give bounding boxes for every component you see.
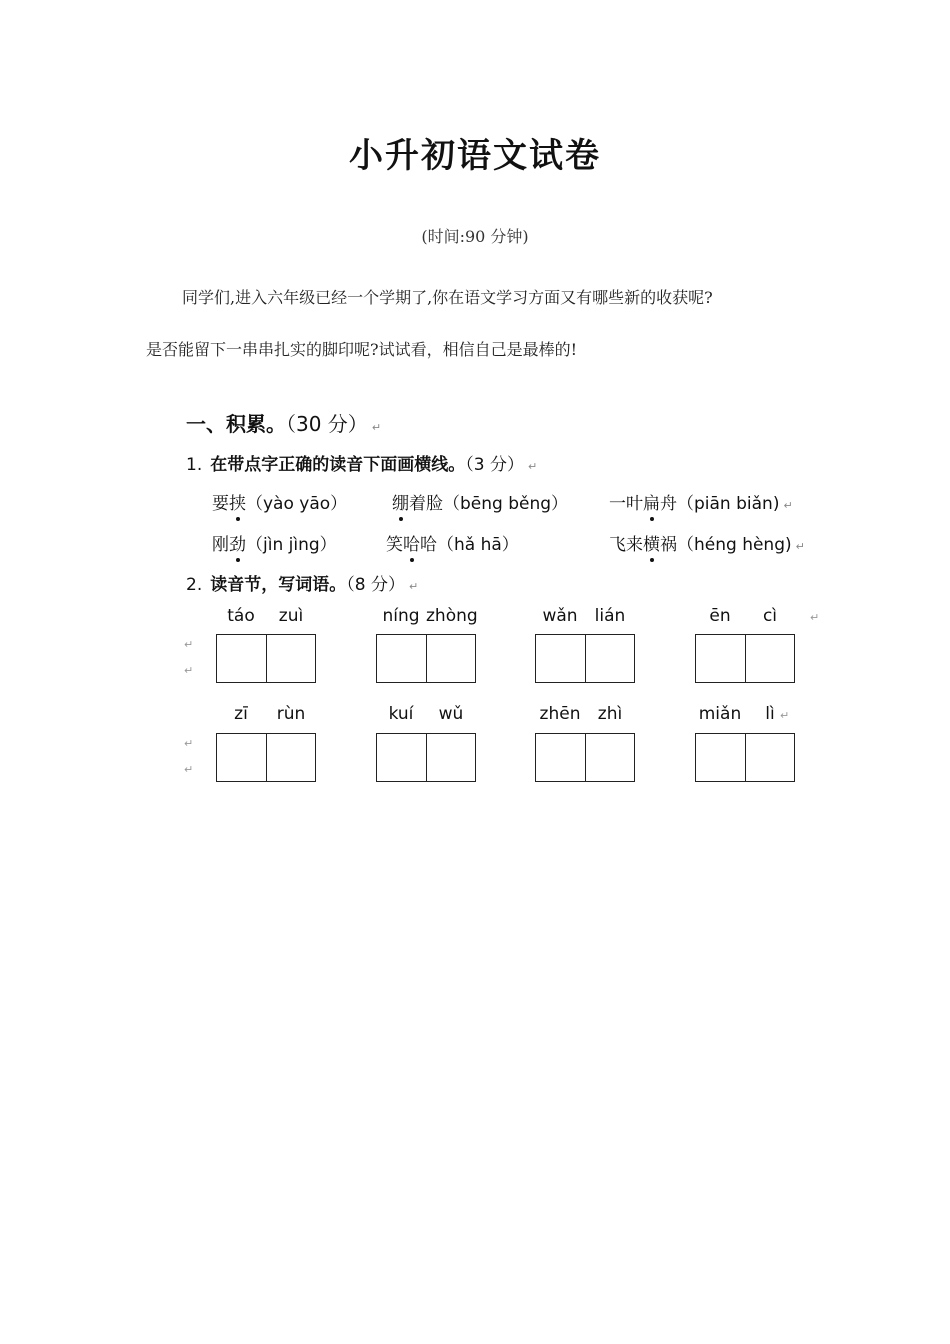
section-heading (186, 408, 381, 437)
pinyin-syllable: lì (765, 704, 775, 724)
question-points: （8 分） (346, 575, 405, 595)
pinyin-syllable: zhēn (539, 704, 581, 724)
section-title: 一、积累。 (186, 412, 286, 436)
pinyin-syllable: táo (227, 606, 255, 626)
pinyin-syllable: níng (382, 606, 420, 626)
answer-box-pair[interactable] (695, 634, 795, 683)
item-text: 舟 (660, 494, 677, 514)
dotted-character: 挟 (229, 494, 246, 514)
pronunciation-item (212, 489, 347, 514)
item-text: 祸 (660, 535, 677, 555)
pinyin-syllable: rùn (276, 704, 306, 724)
return-mark: ↵ (810, 611, 820, 624)
pinyin-syllable: zī (234, 704, 248, 724)
return-mark: ↵ (408, 580, 419, 593)
pinyin-options: （jìn jìng） (246, 535, 337, 555)
pinyin-syllable: ēn (709, 606, 731, 626)
pinyin-options: （piān biǎn) (677, 494, 780, 514)
intro-line-2: 是否能留下一串串扎实的脚印呢?试试看，相信自己是最棒的! (146, 340, 578, 359)
return-mark: ↵ (184, 763, 194, 776)
intro-line-1: 同学们,进入六年级已经一个学期了,你在语文学习方面又有哪些新的收获呢? (182, 288, 713, 307)
item-text: 刚 (212, 535, 229, 555)
item-text: 飞来 (609, 535, 643, 555)
section-points: （30 分） (286, 412, 368, 436)
item-text: 哈 (420, 535, 437, 555)
pinyin-options: （yào yāo） (246, 494, 348, 514)
pronunciation-item (609, 489, 793, 514)
item-text: 笑 (386, 535, 403, 555)
answer-box-pair[interactable] (376, 733, 476, 782)
pinyin-syllable: wǎn (542, 606, 578, 626)
return-mark: ↵ (184, 638, 194, 651)
answer-box-pair[interactable] (695, 733, 795, 782)
page-title: 小升初语文试卷 (349, 136, 601, 176)
pinyin-syllable: zhì (597, 704, 623, 724)
question-number: 1. (186, 455, 203, 475)
answer-box-pair[interactable] (535, 634, 635, 683)
return-mark: ↵ (780, 709, 790, 722)
dotted-character: 横 (643, 535, 660, 555)
item-text: 着脸 (409, 494, 443, 514)
dotted-character: 绷 (392, 494, 409, 514)
dotted-character: 劲 (229, 535, 246, 555)
pronunciation-item (212, 530, 337, 555)
pronunciation-item (609, 530, 805, 555)
question-2-heading (186, 570, 418, 595)
dotted-character: 哈 (403, 535, 420, 555)
return-mark: ↵ (371, 421, 382, 434)
pinyin-syllable: cì (762, 606, 778, 626)
return-mark: ↵ (184, 737, 194, 750)
question-points: （3 分） (465, 455, 524, 475)
pinyin-syllable: zuì (278, 606, 304, 626)
pinyin-syllable: wǔ (438, 704, 464, 724)
answer-box-pair[interactable] (376, 634, 476, 683)
return-mark: ↵ (527, 460, 538, 473)
answer-box-pair[interactable] (535, 733, 635, 782)
pinyin-syllable: miǎn (698, 704, 742, 724)
pinyin-syllable: zhòng (426, 606, 478, 626)
answer-box-pair[interactable] (216, 634, 316, 683)
pinyin-options: （héng hèng) (677, 535, 792, 555)
time-limit: (时间:90 分钟) (421, 227, 529, 246)
return-mark: ↵ (184, 664, 194, 677)
question-text: 读音节，写词语。 (210, 575, 347, 595)
return-mark: ↵ (783, 499, 793, 512)
pinyin-syllable: lián (594, 606, 626, 626)
return-mark: ↵ (795, 540, 805, 553)
pronunciation-item (392, 489, 568, 514)
pronunciation-item (386, 530, 519, 555)
item-text: 要 (212, 494, 229, 514)
question-text: 在带点字正确的读音下面画横线。 (210, 455, 466, 475)
dotted-character: 扁 (643, 494, 660, 514)
pinyin-syllable: kuí (388, 704, 414, 724)
answer-box-pair[interactable] (216, 733, 316, 782)
question-1-heading (186, 450, 537, 475)
question-number: 2. (186, 575, 203, 595)
pinyin-options: （bēng běng） (443, 494, 569, 514)
pinyin-options: （hǎ hā） (437, 535, 519, 555)
item-text: 一叶 (609, 494, 643, 514)
